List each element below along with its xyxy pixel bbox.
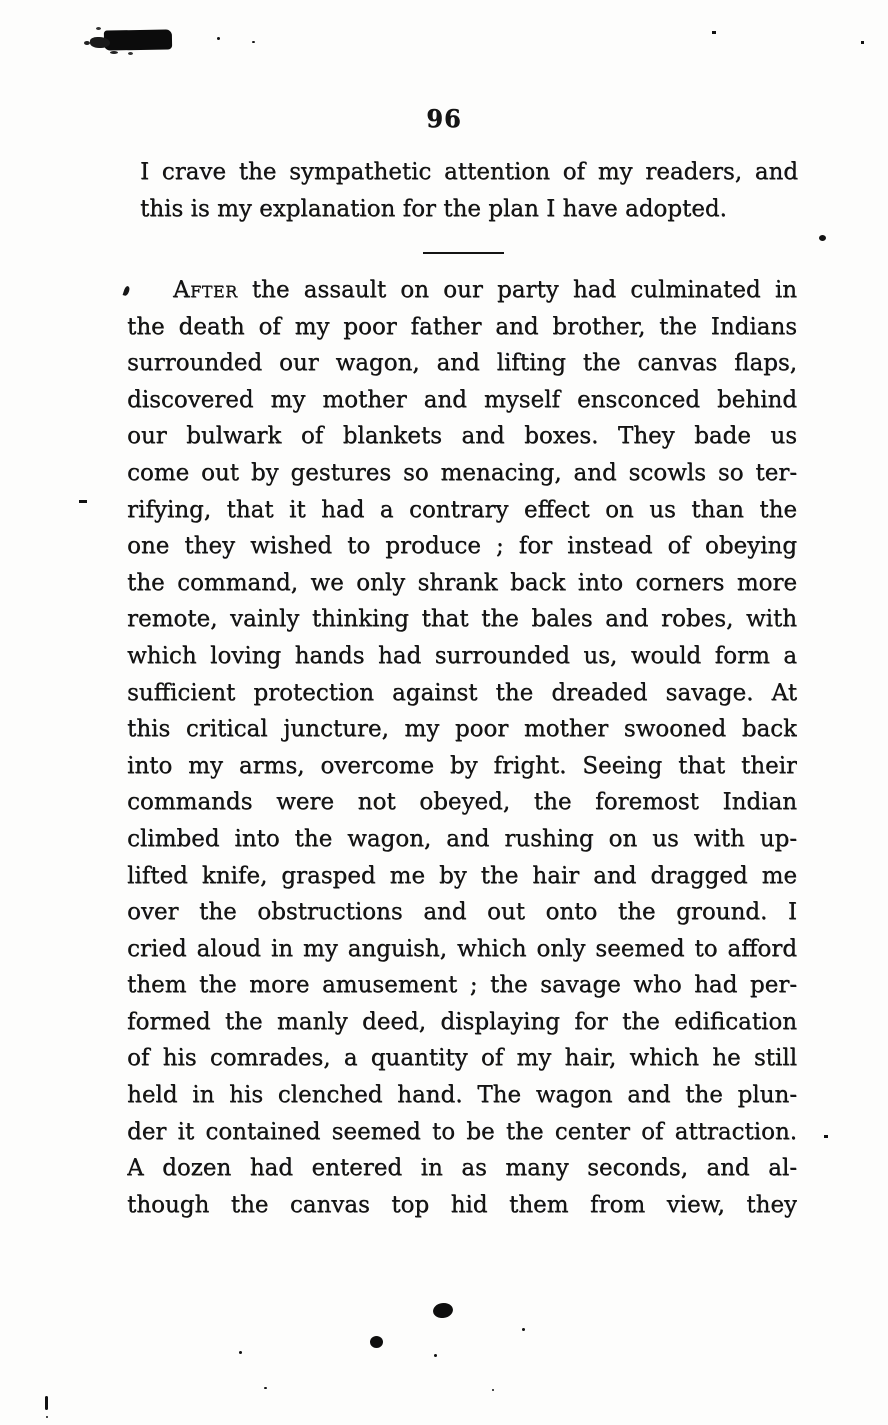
text-line: surrounded our wagon, and lifting the canvas flaps, xyxy=(127,350,797,377)
first-line-text: the assault on our party had culminated in xyxy=(237,277,797,303)
text-line: A dozen had entered in as many seconds, and al- xyxy=(127,1155,797,1182)
ink-speck xyxy=(522,1328,525,1331)
text-line: though the canvas top hid them from view, they xyxy=(127,1191,797,1218)
text-line: the death of my poor father and brother, the Indians xyxy=(127,313,797,340)
corner-tick-mark xyxy=(45,1396,48,1410)
text-line: sufficient protection against the dreaded savage. At xyxy=(127,679,797,706)
text-line: commands were not obeyed, the foremost Indian xyxy=(127,789,797,816)
text-line: into my arms, overcome by fright. Seeing that their xyxy=(127,752,797,779)
text-line: this critical juncture, my poor mother swooned back xyxy=(127,716,797,743)
ink-speck xyxy=(217,37,220,40)
text-line: one they wished to produce ; for instead of obeying xyxy=(127,533,797,560)
paragraph-lead-word: After xyxy=(173,277,238,303)
dash-mark xyxy=(79,500,87,503)
ink-speck xyxy=(110,51,118,54)
text-line: the command, we only shrank back into corners more xyxy=(127,569,797,596)
intro-paragraph xyxy=(140,154,798,227)
ink-speck xyxy=(492,1389,494,1391)
ink-dot-small xyxy=(370,1336,383,1348)
text-line: come out by gestures so menacing, and scowls so ter- xyxy=(127,459,797,486)
text-line: our bulwark of blankets and boxes. They bade us xyxy=(127,423,797,450)
ink-smudge-icon xyxy=(84,27,176,55)
text-line: them the more amusement ; the savage who had per- xyxy=(127,972,797,999)
text-line: climbed into the wagon, and rushing on us with up- xyxy=(127,825,797,852)
ink-speck xyxy=(861,41,864,44)
text-line: this is my explanation for the plan I have adopted. xyxy=(140,195,727,222)
ink-speck xyxy=(824,1135,828,1138)
page-number: 96 xyxy=(426,104,462,133)
text-line: held in his clenched hand. The wagon and the plun- xyxy=(127,1082,797,1109)
ink-smudge-tail xyxy=(90,37,110,48)
text-line: over the obstructions and out onto the ground. I xyxy=(127,899,797,926)
body-lines xyxy=(127,309,797,1224)
ink-speck xyxy=(712,31,716,34)
ink-speck xyxy=(252,41,255,43)
ink-speck xyxy=(46,1416,48,1418)
text-line: lifted knife, grasped me by the hair and dragged me xyxy=(127,862,797,889)
section-divider-rule xyxy=(423,252,504,254)
text-line: rifying, that it had a contrary effect on us than the xyxy=(127,496,797,523)
text-line: I crave the sympathetic attention of my readers, and xyxy=(140,159,798,185)
text-line: der it contained seemed to be the center of attraction. xyxy=(127,1118,797,1145)
text-line: formed the manly deed, displaying for the edification xyxy=(127,1008,797,1035)
ink-speck xyxy=(96,27,101,30)
ink-speck xyxy=(434,1354,437,1357)
text-line xyxy=(127,272,797,309)
ink-speck xyxy=(84,41,90,45)
ink-dot-large xyxy=(432,1302,454,1320)
ink-speck xyxy=(239,1351,242,1354)
text-line: of his comrades, a quantity of my hair, which he still xyxy=(127,1045,797,1072)
text-line: remote, vainly thinking that the bales and robes, with xyxy=(127,606,797,633)
ink-smudge-blob xyxy=(104,29,172,50)
ink-dot xyxy=(819,235,826,241)
ink-speck xyxy=(128,52,133,55)
text-line: which loving hands had surrounded us, would form a xyxy=(127,642,797,669)
text-line: cried aloud in my anguish, which only seemed to afford xyxy=(127,935,797,962)
main-paragraph xyxy=(127,272,797,1223)
ink-speck xyxy=(264,1387,267,1389)
text-line: discovered my mother and myself ensconced behind xyxy=(127,386,797,413)
